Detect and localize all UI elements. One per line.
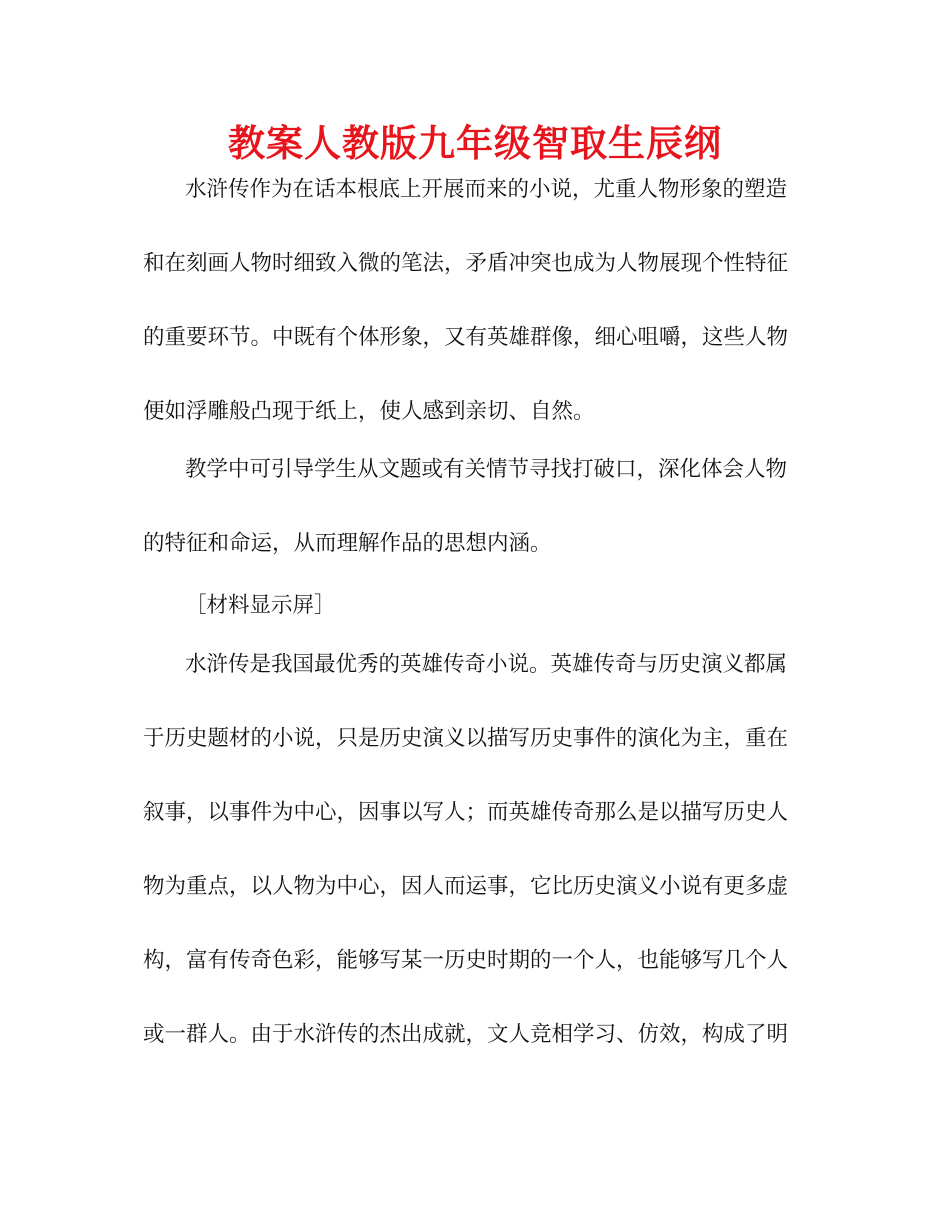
document-title: 教案人教版九年级智取生辰纲 bbox=[228, 121, 722, 165]
paragraph-1-line-1: 水浒传作为在话本根底上开展而来的小说，尤重人物形象的塑造 bbox=[185, 177, 788, 202]
paragraph-1-line-2: 和在刻画人物时细致入微的笔法，矛盾冲突也成为人物展现个性特征 bbox=[143, 251, 789, 276]
material-label: ［材料显示屏］ bbox=[185, 593, 336, 618]
paragraph-2-line-1: 教学中可引导学生从文题或有关情节寻找打破口，深化体会人物 bbox=[185, 457, 788, 482]
paragraph-3-line-6: 或一群人。由于水浒传的杰出成就，文人竞相学习、仿效，构成了明 bbox=[143, 1022, 789, 1047]
paragraph-3-line-2: 于历史题材的小说，只是历史演义以描写历史事件的演化为主，重在 bbox=[143, 726, 789, 751]
paragraph-1-line-4: 便如浮雕般凸现于纸上，使人感到亲切、自然。 bbox=[143, 399, 595, 424]
paragraph-3-line-3: 叙事，以事件为中心，因事以写人；而英雄传奇那么是以描写历史人 bbox=[143, 800, 789, 825]
paragraph-2-line-2: 的特征和命运，从而理解作品的思想内涵。 bbox=[143, 531, 552, 556]
paragraph-3-line-1: 水浒传是我国最优秀的英雄传奇小说。英雄传奇与历史演义都属 bbox=[185, 652, 788, 677]
paragraph-3-line-4: 物为重点，以人物为中心，因人而运事，它比历史演义小说有更多虚 bbox=[143, 874, 789, 899]
paragraph-3-line-5: 构，富有传奇色彩，能够写某一历史时期的一个人，也能够写几个人 bbox=[143, 948, 789, 973]
paragraph-1-line-3: 的重要环节。中既有个体形象，又有英雄群像，细心咀嚼，这些人物 bbox=[143, 325, 789, 350]
